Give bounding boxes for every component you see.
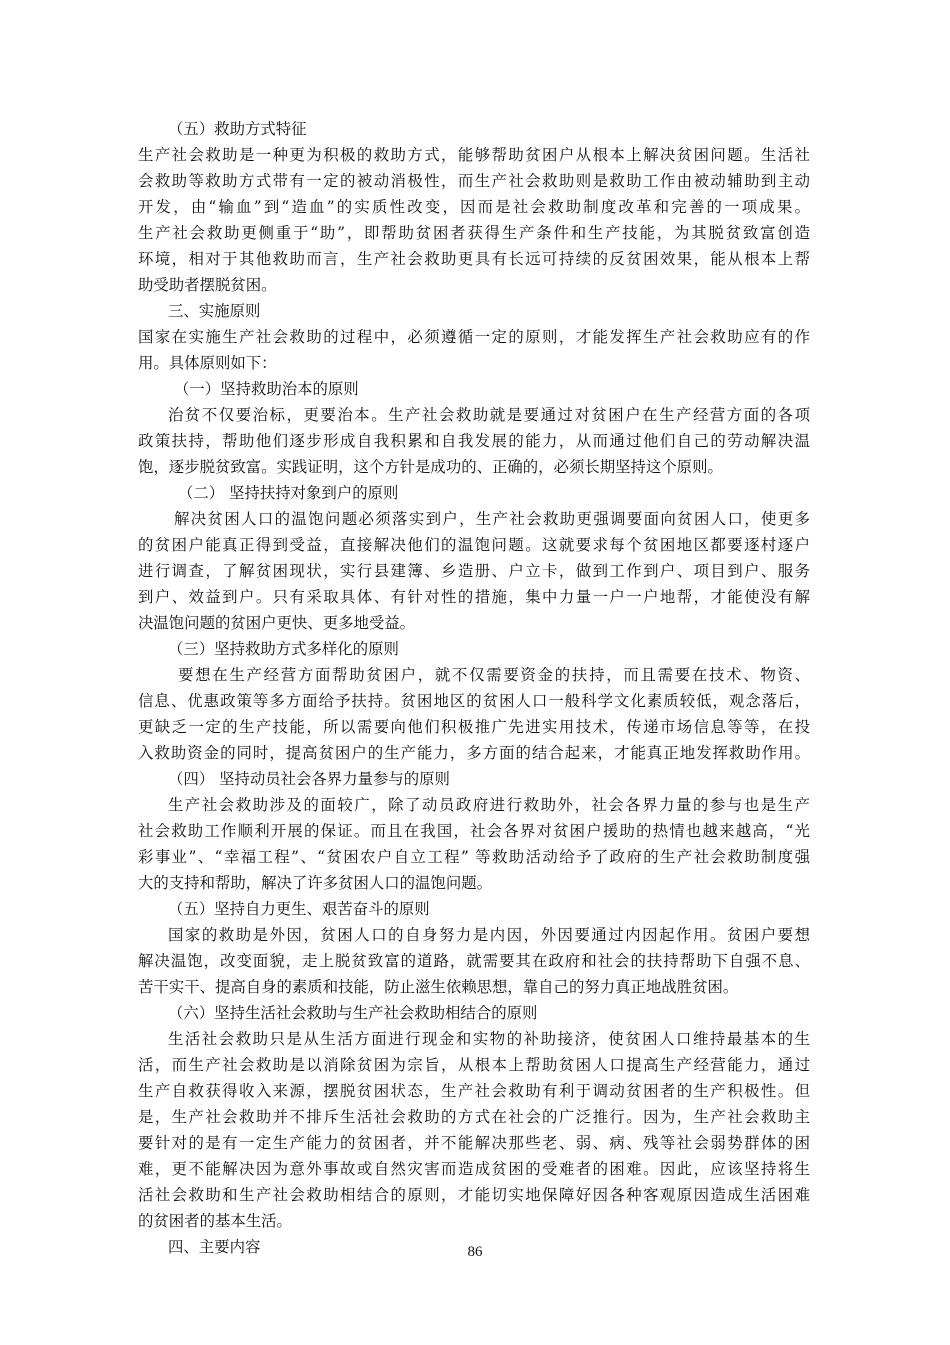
paragraph-line: 解决温饱，改变面貌，走上脱贫致富的道路，就需要其在政府和社会的扶持帮助下自强不息、 [138,952,810,970]
paragraph-line: 生产社会救助是一种更为积极的救助方式，能够帮助贫困户从根本上解决贫困问题。生活社 [138,146,810,164]
section-heading: （三）坚持救助方式多样化的原则 [168,640,399,658]
paragraph-line: 会救助等救助方式带有一定的被动消极性，而生产社会救助则是救助工作由被动辅助到主动 [138,172,810,190]
paragraph-line: 社会救助工作顺利开展的保证。而且在我国，社会各界对贫困户援助的热情也越来越高，“光 [138,822,810,840]
section-heading: （二） 坚持扶持对象到户的原则 [178,484,399,502]
paragraph-line: 是，生产社会救助并不排斥生活社会救助的方式在社会的广泛推行。因为，生产社会救助主 [138,1108,810,1126]
paragraph-line: 环境，相对于其他救助而言，生产社会救助更具有长远可持续的反贫困效果，能从根本上帮 [138,250,810,268]
paragraph-line: 苦干实干、提高自身的素质和技能，防止滋生依赖思想，靠自己的努力真正地战胜贫困。 [138,978,739,996]
paragraph-line: 活，而生产社会救助是以消除贫困为宗旨，从根本上帮助贫困人口提高生产经营能力，通过 [138,1056,810,1074]
paragraph-line: 国家在实施生产社会救助的过程中，必须遵循一定的原则，才能发挥生产社会救助应有的作 [138,328,810,346]
paragraph-line: 用。具体原则如下： [138,354,277,372]
paragraph-line: 信息、优惠政策等多方面给予扶持。贫困地区的贫困人口一般科学文化素质较低，观念落后， [138,692,810,710]
paragraph-line: 更缺乏一定的生产技能，所以需要向他们积极推广先进实用技术，传递市场信息等等，在投 [138,718,810,736]
paragraph-line: 大的支持和帮助，解决了许多贫困人口的温饱问题。 [138,874,492,892]
paragraph-line: 活社会救助和生产社会救助相结合的原则，才能切实地保障好因各种客观原因造成生活困难 [138,1186,810,1204]
paragraph-line: 政策扶持，帮助他们逐步形成自我积累和自我发展的能力，从而通过他们自己的劳动解决温 [138,432,810,450]
paragraph-line: 开发，由“输血”到“造血”的实质性改变，因而是社会救助制度改革和完善的一项成果。 [138,198,810,216]
section-heading: （四） 坚持动员社会各界力量参与的原则 [168,770,450,788]
paragraph-line: 要针对的是有一定生产能力的贫困者，并不能解决那些老、弱、病、残等社会弱势群体的困 [138,1134,810,1152]
paragraph-line: 生产社会救助涉及的面较广，除了动员政府进行救助外，社会各界力量的参与也是生产 [168,796,810,814]
paragraph-line: 国家的救助是外因，贫困人口的自身努力是内因，外因要通过内因起作用。贫困户要想 [168,926,810,944]
section-heading: （六）坚持生活社会救助与生产社会救助相结合的原则 [168,1004,538,1022]
paragraph-line: 生活社会救助只是从生活方面进行现金和实物的补助接济，使贫困人口维持最基本的生 [168,1030,810,1048]
paragraph-line: 治贫不仅要治标，更要治本。生产社会救助就是要通过对贫困户在生产经营方面的各项 [168,406,810,424]
paragraph-line: 进行调查，了解贫困现状，实行县建簿、乡造册、户立卡，做到工作到户、项目到户、服务 [138,562,810,580]
paragraph-line: 解决贫困人口的温饱问题必须落实到户，生产社会救助更强调要面向贫困人口，使更多 [174,510,810,528]
section-heading: （五）坚持自力更生、艰苦奋斗的原则 [168,900,430,918]
paragraph-line: 的贫困户能真正得到受益，直接解决他们的温饱问题。这就要求每个贫困地区都要逐村逐户 [138,536,810,554]
paragraph-line: 要想在生产经营方面帮助贫困户，就不仅需要资金的扶持，而且需要在技术、物资、 [178,666,810,684]
section-heading: 三、实施原则 [168,302,261,320]
paragraph-line: 生产社会救助更侧重于“助”，即帮助贫困者获得生产条件和生产技能，为其脱贫致富创造 [138,224,810,242]
paragraph-line: 决温饱问题的贫困户更快、更多地受益。 [138,614,416,632]
paragraph-line: 助受助者摆脱贫困。 [138,276,277,294]
section-heading: （五）救助方式特征 [168,120,307,138]
paragraph-line: 入救助资金的同时，提高贫困户的生产能力，多方面的结合起来，才能真正地发挥救助作用。 [138,744,810,762]
section-heading: 四、主要内容 [168,1238,261,1256]
paragraph-line: 的贫困者的基本生活。 [138,1212,292,1230]
document-body [138,116,810,1260]
paragraph-line: 饱，逐步脱贫致富。实践证明，这个方针是成功的、正确的，必须长期坚持这个原则。 [138,458,723,476]
paragraph-line: 生产自救获得收入来源，摆脱贫困状态，生产社会救助有利于调动贫困者的生产积极性。但 [138,1082,810,1100]
section-heading: （一）坚持救助治本的原则 [174,380,359,398]
paragraph-line: 彩事业”、“幸福工程”、“贫困农户自立工程” 等救助活动给予了政府的生产社会救助制度强 [138,848,810,866]
page-number: 86 [467,1244,483,1260]
paragraph-line: 到户、效益到户。只有采取具体、有针对性的措施，集中力量一户一户地帮，才能使没有解 [138,588,810,606]
paragraph-line: 难，更不能解决因为意外事故或自然灾害而造成贫困的受难者的困难。因此，应该坚持将生 [138,1160,810,1178]
